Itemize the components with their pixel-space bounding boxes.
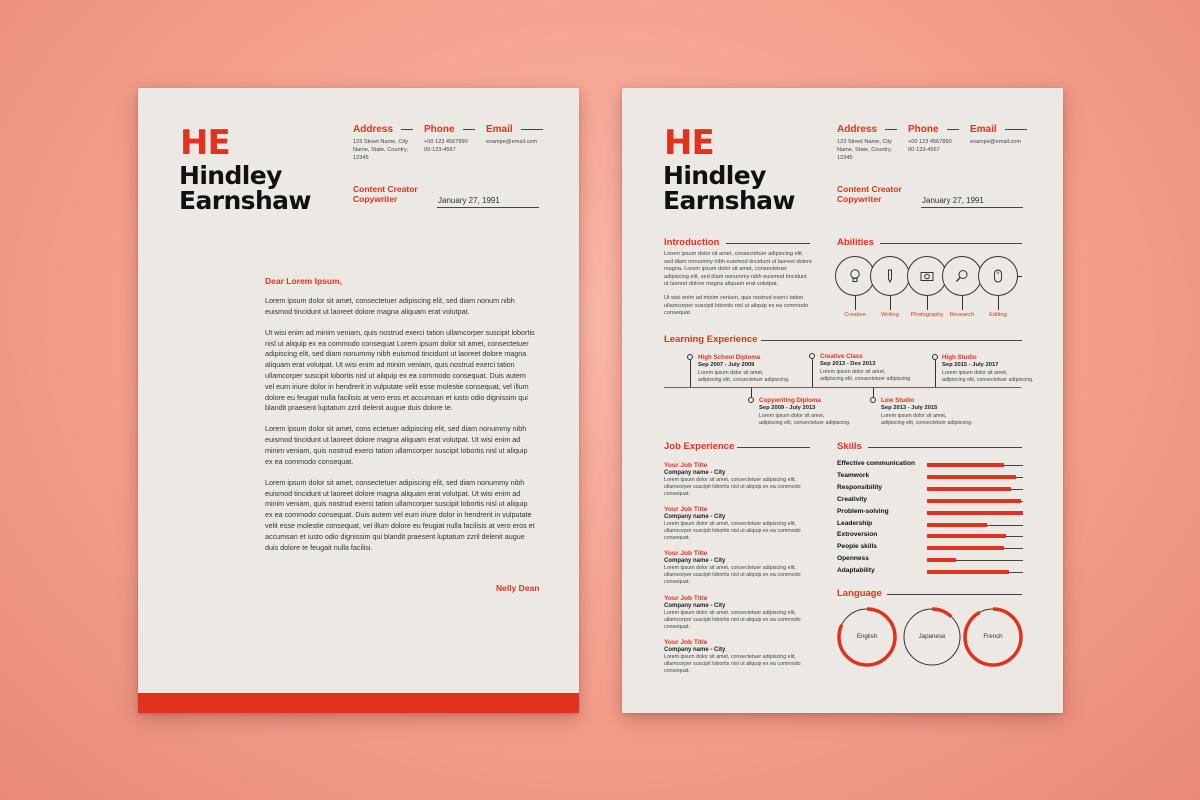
skill-name: People skills — [837, 543, 877, 551]
letter-body — [265, 296, 537, 563]
address-value: 123 Street Name, City Name, State, Country, 12345 — [353, 139, 409, 161]
ability-editing: Editing — [978, 256, 1018, 318]
skill-name: Adaptability — [837, 567, 875, 575]
ability-photography: Photography — [907, 256, 947, 318]
phone-value: +00 123 4567890 00-123-4567 — [424, 139, 468, 153]
monogram: HE — [180, 123, 230, 163]
language-name: English — [856, 633, 878, 640]
skill-row — [837, 543, 1023, 555]
monogram: HE — [664, 123, 714, 163]
address-block: Address 123 Street Name, City Name, State, Country, 12345 — [353, 124, 413, 162]
camera-icon — [919, 268, 935, 284]
address-block: Address 123 Street Name, City Name, State, Country, 12345 — [837, 124, 897, 162]
name-heading: Hindley Earnshaw — [179, 161, 311, 215]
skills-heading: Skills — [837, 441, 862, 452]
role: Content Creator Copywriter — [837, 184, 902, 204]
date: January 27, 1991 — [438, 196, 500, 205]
date-underline — [921, 207, 1023, 208]
skill-level-bar — [927, 511, 1023, 515]
phone-value: +00 123 4567890 00-123-4567 — [908, 139, 952, 153]
lightbulb-icon — [847, 268, 863, 284]
job-entry: Your Job Title Company name - City Lorem ipsum dolor sit amet, consectetuer adipiscing elit, ullamcorper suscipit lobortis nisl ut aliquip ex ea commodo consequat. — [664, 506, 801, 541]
language-ring — [837, 607, 897, 667]
name-heading: Hindley Earnshaw — [663, 161, 795, 215]
letter-paragraph: Lorem ipsum dolor sit amet, cons ectetuer adipiscing elit, sed diam nonummy nibh euismod tincidunt ut laoreet dolore magna aliquam erat volutpat. Ut wisi enim ad minim veniam, quis nostrud exerci tation ullamcorper suscipit lobortis nisl ut aliquip ex ea commodo consequat. — [265, 424, 528, 466]
job-entry: Your Job Title Company name - City Lorem ipsum dolor sit amet, consectetuer adipiscing elit, ullamcorper suscipit lobortis nisl ut aliquip ex ea commodo consequat. — [664, 639, 801, 674]
skill-level-bar — [927, 558, 956, 562]
letter-paragraph: Ut wisi enim ad minim veniam, quis nostrud exerci tation ullamcorper suscipit lobortis nisl ut aliquip ex ea commodo consequat Lorem ipsum dolor sit amet, consectetuer adipiscing elit, sed diam nonummy nibh euismod tincidunt ut laoreet dolore magna aliquam erat volutpat. Ut wisi enim ad minim veniam, quis nostrud exerci tation ullamcorper suscipit lobortis nisl ut aliquip ex ea commodo consequat. Duis autem vel eum iriure dolor in hendrerit in vulputate velit esse molestie consequat, vel illum dolore eu feugiat nulla facilisis at vero eros et accumsan et iusto odio dignissim qui blandit praesent luptatum zzril delenit augue duis dolore te. — [265, 327, 535, 413]
abilities-heading: Abilities — [837, 237, 874, 248]
skill-name: Effective communication — [837, 460, 916, 467]
date: January 27, 1991 — [922, 196, 984, 205]
skill-row — [837, 472, 1023, 484]
date-underline — [437, 207, 539, 208]
timeline — [664, 387, 1021, 388]
ability-writing: Writing — [870, 256, 910, 318]
skill-row — [837, 555, 1023, 567]
skill-name: Creativity — [837, 495, 868, 503]
address-value: 123 Street Name, City Name, State, Country, 12345 — [837, 139, 893, 161]
skill-level-bar — [927, 546, 1004, 550]
skill-row — [837, 484, 1023, 496]
magnifier-icon — [954, 268, 970, 284]
email-value: exampe@email.com — [486, 139, 538, 145]
email-block: Email exampe@email.com — [486, 124, 543, 146]
footer-bar — [138, 693, 579, 713]
email-block: Email exampe@email.com — [970, 124, 1027, 146]
skill-row — [837, 496, 1023, 508]
job-experience-heading: Job Experience — [664, 441, 735, 452]
skill-row — [837, 567, 1023, 579]
signature: Nelly Dean — [496, 583, 540, 593]
skill-row — [837, 460, 1023, 472]
skill-name: Teamwork — [837, 471, 870, 479]
skill-row — [837, 531, 1023, 543]
job-entry: Your Job Title Company name - City Lorem ipsum dolor sit amet, consectetuer adipiscing elit, ullamcorper suscipit lobortis nisl ut aliquip ex ea commodo consequat. — [664, 550, 801, 585]
ability-creative: Creative — [835, 256, 875, 318]
skill-name: Problem-solving — [837, 507, 889, 515]
skill-level-bar — [927, 570, 1009, 574]
introduction-text: Lorem ipsum dolor sit amet, consectetuer adipiscing elit, sed diam nonummy nibh euismod tincidunt ut laoreet dolore magna. Lorem ipsum dolor sit amet, consectetuer adipiscing elit, sed diam nonummy nibh euismod tincidunt ut laoreet dolore magna aliquam erat volutpat. Ut wisi enim ad minim veniam, quis nostrud exerci tation ullamcorper suscipit lobortis nisl ut aliquip ex ea commodo consequat. — [664, 251, 813, 317]
skill-name: Responsibility — [837, 483, 883, 491]
email-value: exampe@email.com — [970, 139, 1022, 145]
language-ring — [963, 607, 1023, 667]
role: Content Creator Copywriter — [353, 184, 418, 204]
letter-paragraph: Lorem ipsum dolor sit amet, consectetuer adipiscing elit, sed diam nonummy nibh euismod tincidunt ut laoreet dolore magna aliquam erat volutpat. Ut wisi enim ad minim veniam, quis nostrud exerci tation ullamcorper suscipit lobortis nisl ut aliquip ex ea commodo consequat. Duis autem vel eum iriure dolor in hendrerit in vulputate velit esse molestie consequat, vel illum dolore eu feugiat nulla facilisis at vero eros et accumsan et iusto odio dignissim qui blandit praesent luptatum zzril delenit augue duis dolore te feugait nulla facilisi. — [265, 477, 535, 552]
salutation: Dear Lorem Ipsum, — [265, 276, 342, 286]
skill-row — [837, 508, 1023, 520]
phone-block: Phone +00 123 4567890 00-123-4567 — [424, 124, 475, 154]
phone-block: Phone +00 123 4567890 00-123-4567 — [908, 124, 959, 154]
skill-level-bar — [927, 487, 1011, 491]
skill-level-bar — [927, 475, 1016, 479]
skill-row — [837, 520, 1023, 532]
job-entry: Your Job Title Company name - City Lorem ipsum dolor sit amet, consectetuer adipiscing elit, ullamcorper suscipit lobortis nisl ut aliquip ex ea commodo consequat. — [664, 595, 801, 630]
language-heading: Language — [837, 588, 882, 599]
mouse-icon — [990, 268, 1006, 284]
pencil-icon — [882, 268, 898, 284]
language-name: French — [983, 633, 1003, 640]
ability-research: Research — [942, 256, 982, 318]
language-ring — [902, 607, 962, 667]
skill-level-bar — [927, 523, 987, 527]
learning-heading: Learning Experience — [664, 334, 758, 345]
cover-letter-page — [138, 88, 579, 713]
skill-name: Leadership — [837, 519, 873, 527]
language-name: Japanese — [918, 633, 946, 640]
skill-level-bar — [927, 534, 1006, 538]
skill-name: Extroversion — [837, 531, 878, 539]
job-entry: Your Job Title Company name - City Lorem ipsum dolor sit amet, consectetuer adipiscing elit, ullamcorper suscipit lobortis nisl ut aliquip ex ea commodo consequat. — [664, 462, 801, 497]
skill-level-bar — [927, 463, 1004, 467]
letter-paragraph: Lorem ipsum dolor sit amet, consectetuer adipiscing elit, sed diam nonum nibh euismod tincidunt ut laoreet dolore magna aliquam erat volutpat. — [265, 296, 515, 316]
skill-level-bar — [927, 499, 1021, 503]
resume-page: HE Hindley Earnshaw Address 123 Street Name, City Name, State, Country, 12345 Phone +00 123 4567890 00-123-4567 Email exampe@email.com Content Creator Copywriter January 27, 1991 Introduction Lorem ipsum dolor sit amet, consectetuer adipiscing elit, sed diam nonummy nibh euismod tincidunt ut laoreet dolore magna. Lorem ipsum dolor sit amet, consectetuer adipiscing elit, sed diam nonummy nibh euismod tincidunt ut laoreet dolore magna aliquam erat volutpat. Ut wisi enim ad minim veniam, quis nostrud exerci tation ullamcorper suscipit lobortis nisl ut aliquip ex ea commodo consequat. Abilities Creative Writing Photography Research Editing Learning Experience High School Diploma Sep 2007 - July 2009 Lorem ipsum dolor sit amet, adipiscing elit, consectetuer adipiscing. Creative Class Sep 2013 - Des 2013 Lorem ipsum dolor sit amet, adipiscing elit, consectetuer adipiscing. High Studio Sep 2015 - July 2017 Lorem ipsum dolor sit amet, adipiscing elit, consectetuer adipiscing. Copywriting Diploma Sep 2009 - July 2013 Lorem ipsum dolor sit amet, adipiscing elit, consectetuer adipiscing. Low Studio Sep 2013 - July 2015 Lorem ipsum dolor sit amet, adipiscing elit, consectetuer adipiscing. Job Experience Your Job Title Company name - City Lorem ipsum dolor sit amet, consectetuer adipiscing elit, ullamcorper suscipit lobortis nisl ut aliquip ex ea commodo consequat. Your Job Title Company name - City Lorem ipsum dolor sit amet, consectetuer adipiscing elit, ullamcorper suscipit lobortis nisl ut aliquip ex ea commodo consequat. Your Job Title Company name - City Lorem ipsum dolor sit amet, consectetuer adipiscing elit, ullamcorper suscipit lobortis nisl ut aliquip ex ea commodo consequat. Your Job Title Company name - City Lorem ipsum dolor sit amet, consectetuer adipiscing elit, ullamcorper suscipit lobortis nisl ut aliquip ex ea commodo consequat. Your Job Title Company name - City Lorem ipsum dolor sit amet, consectetuer adipiscing elit, ullamcorper suscipit lobortis nisl ut aliquip ex ea commodo consequat. Skills Language Effective communication Teamwork Responsibility Creativity Problem-solving Leadership Extroversion People skills Openness Adaptability English Japanese French — [622, 88, 1063, 713]
skill-name: Openness — [837, 555, 869, 563]
introduction-heading: Introduction — [664, 237, 720, 248]
